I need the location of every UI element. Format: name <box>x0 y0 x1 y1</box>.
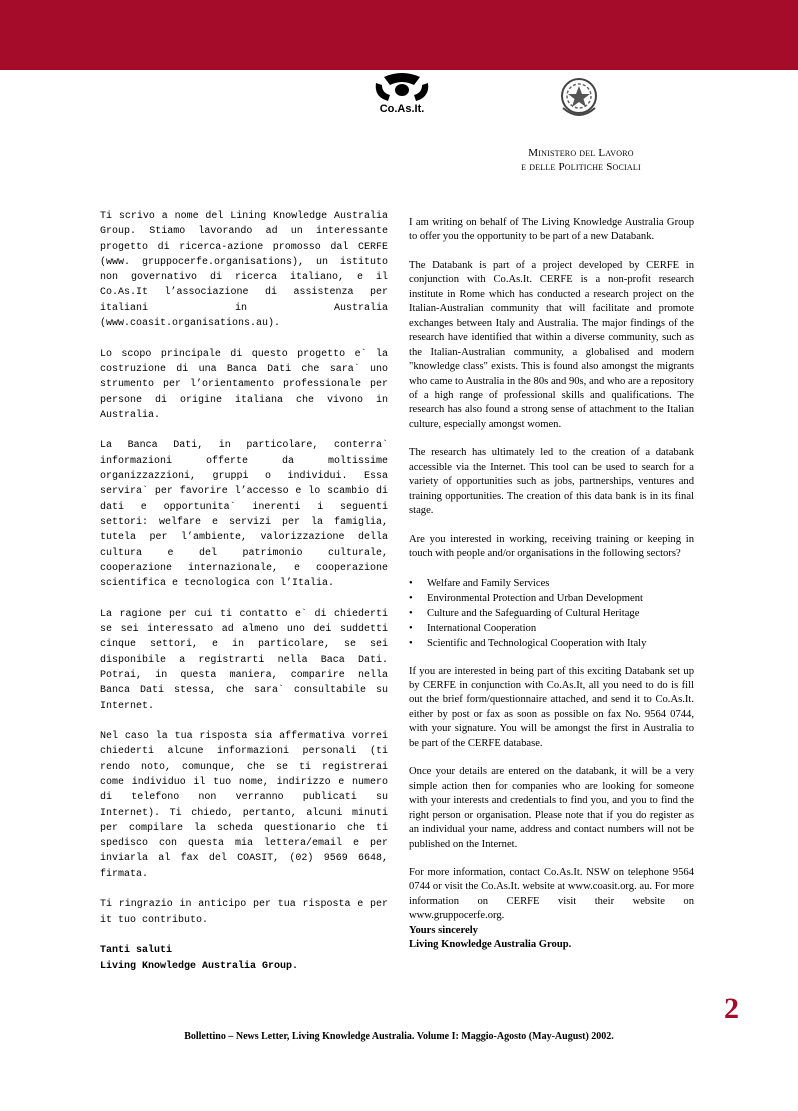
english-closing: Yours sincerely <box>409 924 478 936</box>
coasit-logo-text: Co.As.It. <box>379 103 425 115</box>
sector-item-culture: • Culture and the Safeguarding of Cultural Heritage <box>409 606 694 621</box>
english-paragraph-2: The Databank is part of a project developed by CERFE in conjunction with Co.As.It. CERFE is a non-profit research institute in Rome which has conducted a research project on the Italian-Australian community that will facilitate and promote exchanges between Italy and Australia. The major findings of the research have identified that within a diverse community, such as the Italian-Australian community, a globalised and modern "knowledge class" exists. This is found also amongst the migrants who came to Australia in the 80s and 90s, and who are a repository of a high range of professional skills and qualifications. The research has also found a strong sense of attachment to the Italian culture, especially amongst women. <box>409 259 694 430</box>
sector-item-welfare: • Welfare and Family Services <box>409 576 694 591</box>
header-banner <box>0 0 798 70</box>
italian-paragraph-5: Nel caso la tua risposta sia affermativa vorrei chiederti alcune informazioni personali (ti rendo noto, comunque, che se ti registrerai come individuo il tuo nome, indirizzo e numero di telefono non verranno publicati su Internet). Ti chiedo, pertanto, alcuni minuti per compilare la scheda questionario che ti spedisco con questa mia lettera/email e per inviarla al fax del COASIT, (02) 9569 6648, firmata. <box>100 731 388 880</box>
english-paragraph-1: I am writing on behalf of The Living Knowledge Australia Group to offer you the opportunity to be part of a new Databank. <box>409 217 694 243</box>
ministry-line-2: e delle Politiche Sociali <box>521 161 641 173</box>
english-paragraph-4: Are you interested in working, receiving training or keeping in touch with people and/or organisations in the following sectors? <box>409 533 694 560</box>
english-paragraph-6: Once your details are entered on the databank, it will be a very simple action then for companies who are looking for someone with your interests and credentials to find you, and you to find the right person or organisation. Please note that if you do register as an individual your name, address and contact numbers will not be published on the Internet. <box>409 766 694 850</box>
italian-paragraph-4: La ragione per cui ti contatto e` di chiederti se sei interessato ad almeno uno dei suddetti cinque settori, e in particolare, se sei disponibile a registrarti nella Baca Dati. Potrai, in questa maniera, comparire nella Banca Dati stessa, che sara` consultabile su Internet. <box>100 608 388 712</box>
italian-republic-emblem-icon <box>555 74 603 122</box>
italian-signature: Living Knowledge Australia Group. <box>100 960 299 972</box>
sectors-list <box>409 576 694 651</box>
italian-paragraph-2: Lo scopo principale di questo progetto e` la costruzione di una Banca Dati che sara` uno strumento per l’orientamento professionale per persone di origine italiana che vivono in Australia. <box>100 348 388 421</box>
italian-paragraph-1: Ti scrivo a nome del Lining Knowledge Australia Group. Stiamo lavorando ad un interessante progetto di ricerca-azione promosso dal CERFE (www. gruppocerfe.organisations), un istituto non governativo di ricerca italiano, e il Co.As.It l’associazione di assistenza per italiani in Australia (www.coasit.organisations.au). <box>100 211 388 330</box>
italian-letter-column <box>100 209 388 974</box>
english-signature: Living Knowledge Australia Group. <box>409 939 572 951</box>
italian-closing: Tanti saluti <box>100 945 173 957</box>
sector-item-environment: • Environmental Protection and Urban Development <box>409 591 694 606</box>
english-letter-column <box>409 216 694 953</box>
english-paragraph-5: If you are interested in being part of this exciting Databank set up by CERFE in conjunction with Co.As.It, all you need to do is fill out the brief form/questionnaire attached, and send it to Co.As.It. either by post or fax as soon as possible on fax No. 9564 0744, with your signature. You will be amongst the first in Australia to be part of the CERFE database. <box>409 665 694 749</box>
ministry-line-1: Ministero del Lavoro <box>528 147 634 159</box>
english-paragraph-3: The research has ultimately led to the creation of a databank accessible via the Internet. This tool can be used to search for a variety of opportunities such as jobs, partnerships, ventures and training opportunities. The creation of this data bank is in its final stage. <box>409 447 694 517</box>
sector-item-scientific: • Scientific and Technological Cooperation with Italy <box>409 636 694 651</box>
sector-item-international: • International Cooperation <box>409 621 694 636</box>
page-number: 2 <box>724 992 739 1025</box>
italian-paragraph-6: Ti ringrazio in anticipo per tua risposta e per it tuo contributo. <box>100 899 388 926</box>
english-paragraph-7: For more information, contact Co.As.It. NSW on telephone 9564 0744 or visit the Co.As.It. website at www.coasit.org. au. For more information on CERFE visit their website on www.gruppocerfe.org. <box>409 866 694 922</box>
footer-citation: Bollettino – News Letter, Living Knowledge Australia. Volume I: Maggio-Agosto (May-August) 2002. <box>184 1031 614 1042</box>
italian-paragraph-3: La Banca Dati, in particolare, conterra` informazioni offerte da moltissime organizzazzioni, gruppi o individui. Essa servira` per favorire l’accesso e lo scambio di dati e opportunita` inerenti i seguenti settori: welfare e servizi per la famiglia, tutela per l’ambiente, valorizzazione della cultura e del patrimonio culturale, cooperazione internazionale, e cooperazione scientifica e tecnologica con l’Italia. <box>100 440 388 590</box>
ministry-heading <box>470 146 692 174</box>
